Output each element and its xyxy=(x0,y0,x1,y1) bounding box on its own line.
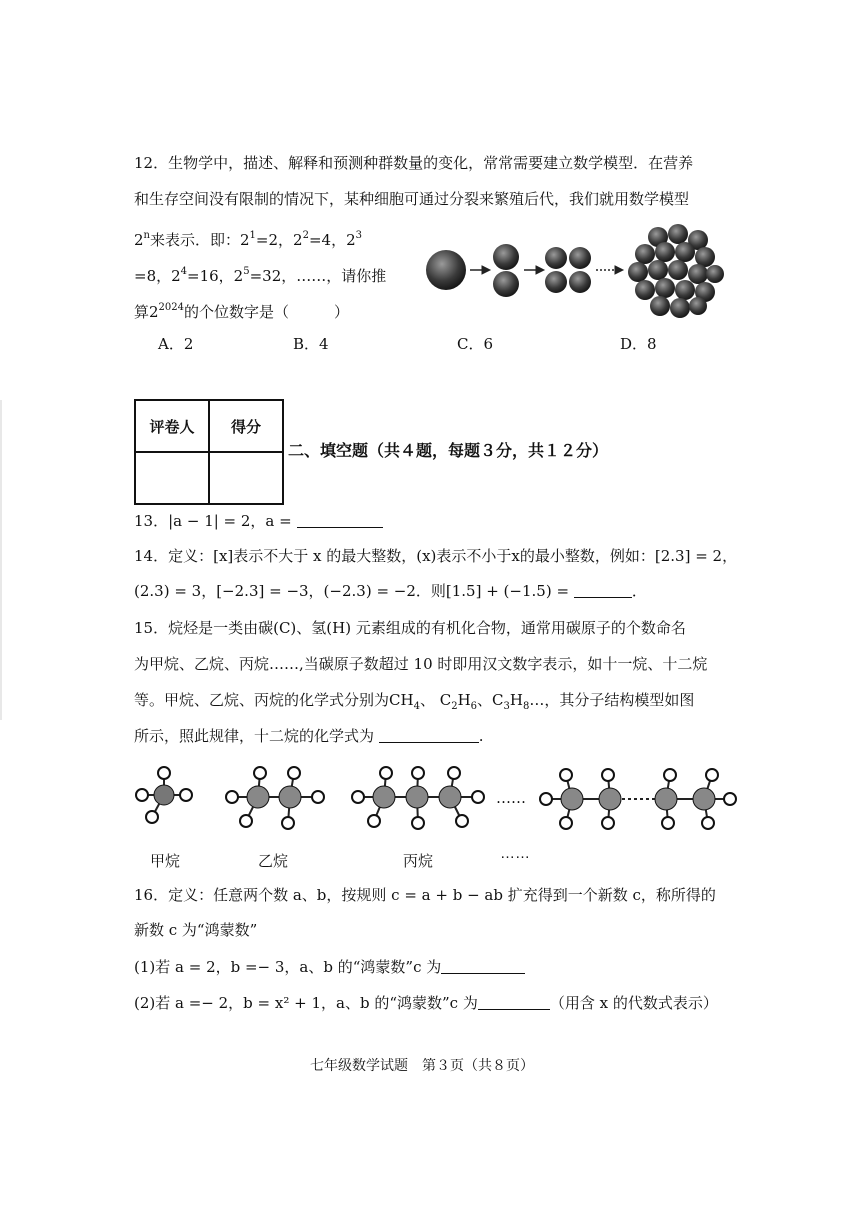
q16-part1-blank xyxy=(441,959,525,974)
q12-option-c: C．6 xyxy=(457,335,494,353)
carbon-atom-icon xyxy=(599,788,621,810)
label-methane: 甲烷 xyxy=(150,853,181,870)
long-alkane-model xyxy=(536,765,746,835)
cell-2-icon xyxy=(493,244,519,297)
q16-line1: 16．定义：任意两个数 a、b，按规则 c = a + b − ab 扩充得到一个新数 c，称所得的 xyxy=(134,886,716,904)
carbon-atom-icon xyxy=(439,786,461,808)
cell-division-figure xyxy=(420,212,730,322)
label-ethane: 乙烷 xyxy=(258,853,289,870)
carbon-atom-icon xyxy=(561,788,583,810)
hydrogen-atom-icon xyxy=(180,789,192,801)
dotted-arrow-icon xyxy=(596,266,623,274)
q12-option-d: D．8 xyxy=(620,335,657,353)
q12-line5: 算$2^{2024}$的个位数字是（ ） xyxy=(134,302,350,321)
propane-model xyxy=(350,765,490,835)
methane-model xyxy=(128,765,198,835)
score-header: 得分 xyxy=(209,400,283,452)
q14-answer-blank xyxy=(574,583,632,598)
page-footer: 七年级数学试题 第３页（共８页） xyxy=(310,1058,534,1074)
section2-title: 二、填空题（共４题，每题３分，共１２分） xyxy=(288,441,609,460)
q12-option-b: B．4 xyxy=(293,335,329,353)
ethane-model xyxy=(222,765,332,835)
label-ellipsis: …… xyxy=(500,845,530,862)
q12-line1: 12．生物学中，描述、解释和预测种群数量的变化，常常需要建立数学模型．在营养 xyxy=(134,154,694,172)
q14-line2: (2.3) = 3，[−2.3] = −3，(−2.3) = −2．则[1.5] + (−1.5) = ． xyxy=(134,582,647,600)
q12-option-a: A．2 xyxy=(158,335,194,353)
hydrogen-atom-icon xyxy=(136,789,148,801)
q15-answer-blank xyxy=(379,728,479,743)
hydrogen-atom-icon xyxy=(146,811,158,823)
q16-part2-blank xyxy=(478,995,550,1010)
scan-edge xyxy=(0,400,2,720)
molecule-ellipsis: …… xyxy=(496,789,526,807)
q13: 13．|a − 1| = 2，a = xyxy=(134,510,383,532)
q15-line4: 所示，照此规律，十二烷的化学式为 . xyxy=(134,727,484,745)
arrow-2-icon xyxy=(524,266,544,274)
cell-4-icon xyxy=(545,247,591,293)
q12-line4: =8，$2^4=16$，$2^5=32$，……，请你推 xyxy=(134,266,387,285)
q13-answer-blank xyxy=(297,513,383,528)
hydrogen-atom-icon xyxy=(158,767,170,779)
carbon-atom-icon xyxy=(247,786,269,808)
carbon-atom-icon xyxy=(279,786,301,808)
label-propane: 丙烷 xyxy=(403,853,434,870)
q12-line3: 2$^n$来表示．即：$2^1=2$，$2^2=4$，$2^3$ xyxy=(134,230,362,249)
cell-1-icon xyxy=(426,250,466,290)
grader-header: 评卷人 xyxy=(135,400,209,452)
q16-line2: 新数 c 为“鸿蒙数” xyxy=(134,921,258,939)
q15-line2: 为甲烷、乙烷、丙烷……,当碳原子数超过 10 时即用汉文数字表示，如十一烷、十二烷 xyxy=(134,655,708,673)
q16-part1: (1)若 a = 2，b =− 3，a、b 的“鸿蒙数”c 为 xyxy=(134,956,525,978)
grader-cell xyxy=(135,452,209,504)
q12-line2: 和生存空间没有限制的情况下，某种细胞可通过分裂来繁殖后代，我们就用数学模型 xyxy=(134,190,690,208)
q15-line1: 15．烷烃是一类由碳(C)、氢(H) 元素组成的有机化合物，通常用碳原子的个数命名 xyxy=(134,619,686,637)
carbon-atom-icon xyxy=(406,786,428,808)
q14-line1: 14．定义：[x]表示不大于 x 的最大整数，(x)表示不小于x的最小整数，例如：[2.3] = 2， xyxy=(134,547,738,565)
q16-part2: (2)若 a =− 2，b = x² + 1，a、b 的“鸿蒙数”c 为 （用含 x 的代数式表示） xyxy=(134,994,718,1012)
carbon-atom-icon xyxy=(655,788,677,810)
score-cell xyxy=(209,452,283,504)
carbon-atom-icon xyxy=(373,786,395,808)
arrow-1-icon xyxy=(470,266,490,274)
carbon-atom-icon xyxy=(154,785,174,805)
q15-line3: 等。甲烷、乙烷、丙烷的化学式分别为$CH_4$、 $C_2H_6$、$C_3H_8\dots$，其分子结构模型如图 xyxy=(134,691,695,712)
score-table xyxy=(134,399,284,505)
carbon-atom-icon xyxy=(693,788,715,810)
cell-cluster-icon xyxy=(628,224,724,318)
